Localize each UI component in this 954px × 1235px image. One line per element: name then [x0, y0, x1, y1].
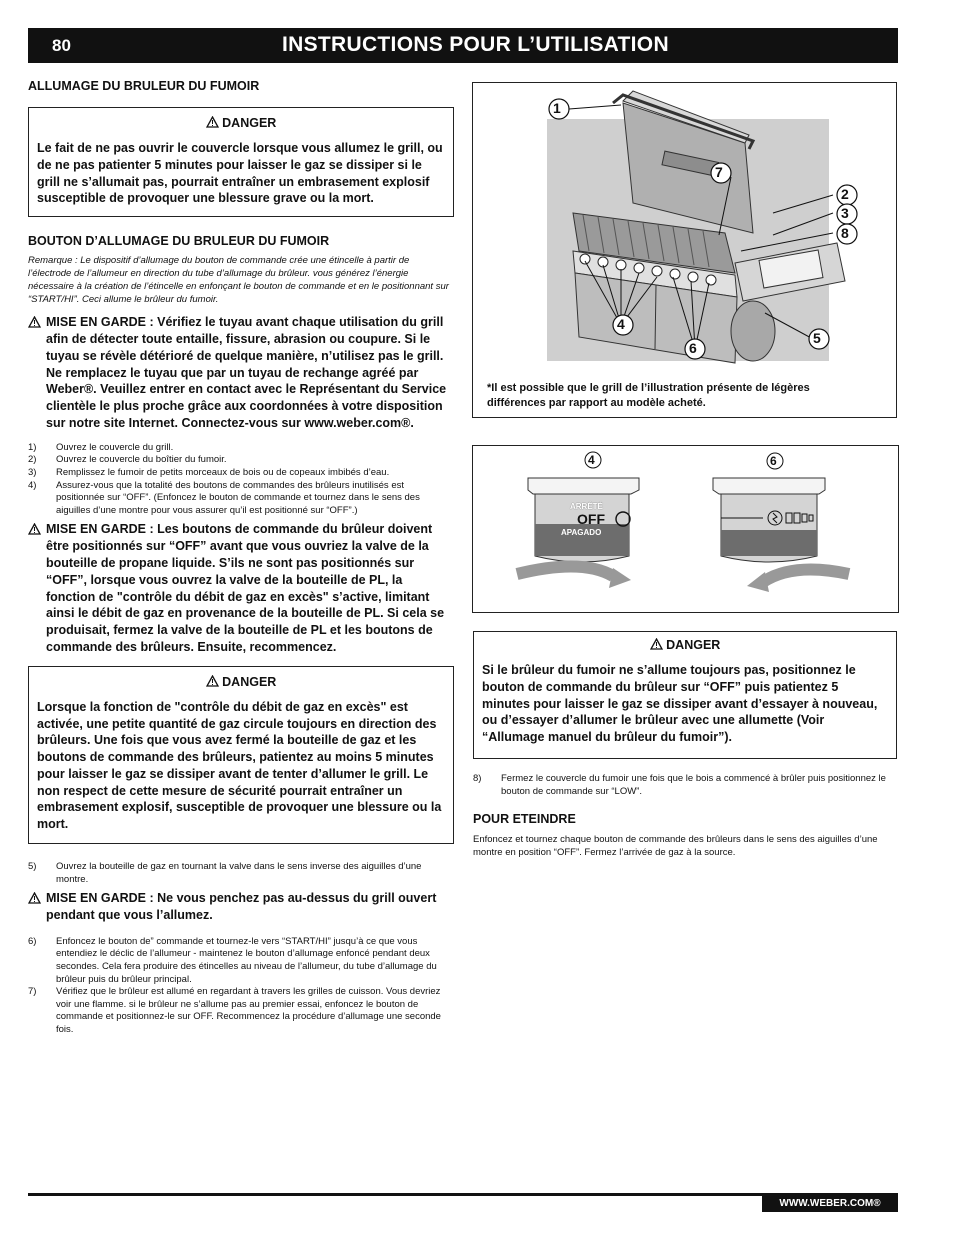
danger-text: Le fait de ne pas ouvrir le couvercle lorsque vous allumez le grill, ou de ne pas patienter 5 minutes pour laisser le gaz se dissiper si le grill ne s’allumait pas, pourrait entraîner un embrasement explosif susceptible de provoquer une blessure grave ou la mort. — [37, 141, 443, 206]
left-column — [28, 79, 454, 1037]
step-number: 5) — [28, 861, 37, 873]
step-number: 8) — [473, 772, 482, 784]
step-number: 2) — [28, 454, 37, 466]
warning-triangle-icon — [206, 675, 219, 687]
list-item — [28, 986, 454, 1036]
remark-text: Remarque : Le dispositif d’allumage du bouton de commande crée une étincelle à partir de l’électrode de l’allumeur en direction du tube d’allumage du brûleur. vous générez l’énergie nécessaire à la création de l’étincelle en enfonçant le bouton de commande et en le positionnant sur “START/HI”. Ceci allume le brûleur du fumoir. — [28, 255, 449, 306]
callout-label: 6 — [689, 340, 697, 356]
warning-triangle-icon — [650, 638, 663, 650]
step-number: 3) — [28, 466, 37, 478]
knob-text-bottom: APAGADO — [561, 528, 602, 537]
section-text-eteindre: Enfoncez et tournez chaque bouton de commande des brûleurs dans le sens des aiguilles d’une montre en position “OFF”. Fermez l’arrivée de gaz à la source. — [473, 834, 878, 858]
page-header — [28, 28, 898, 63]
list-item — [28, 480, 454, 518]
list-item — [28, 442, 454, 455]
caution-text: MISE EN GARDE : Les boutons de commande du brûleur doivent être positionnés sur “OFF” avant que vous ouvriez la valve de la bouteille de propane liquide. S’ils ne sont pas positionnés sur “OFF”, lorsque vous ouvrez la valve de la bouteille de PL, la fonction de "contrôle du débit de gaz en excès" s’active, limitant ainsi le débit de gaz en provenance de la bouteille de PL. Si cela se produisait, fermez la valve de la bouteille de PL et les boutons de commande des brûleurs. Ensuite, recommencez. — [46, 522, 445, 654]
section-title-eteindre: POUR ETEINDRE — [473, 812, 576, 827]
knob-label-left: 4 — [588, 453, 595, 467]
list-item — [28, 467, 454, 480]
danger-label: DANGER — [666, 638, 721, 652]
danger-heading — [37, 675, 445, 689]
steps-list-c — [28, 936, 454, 1037]
step-text: Ouvrez la bouteille de gaz en tournant la valve dans le sens inverse des aiguilles d’une montre. — [56, 861, 422, 885]
callout-label: 2 — [841, 186, 849, 202]
step-number: 7) — [28, 986, 37, 998]
callout-label: 8 — [841, 225, 849, 241]
steps-list-b — [28, 861, 454, 886]
warning-triangle-icon — [28, 316, 41, 328]
step-text: Ouvrez le couvercle du boîtier du fumoir. — [56, 454, 227, 466]
danger-text: Si le brûleur du fumoir ne s’allume toujours pas, positionnez le bouton de commande du brûleur sur “OFF” puis patientez 5 minutes pour laisser le gaz se dissiper avant d’essayer à nouveau, ou d’essayer d’allumer le brûleur avec une allumette (Voir “Allumage manuel du brûleur du fumoir”). — [482, 663, 878, 745]
callout-label: 5 — [813, 330, 821, 346]
figure-caption: *Il est possible que le grill de l’illustration présente de légères différences par rapport au modèle acheté. — [487, 382, 810, 409]
page-number: 80 — [52, 36, 71, 55]
caution-hose — [28, 314, 454, 432]
danger-box-2 — [28, 666, 454, 844]
step-text: Remplissez le fumoir de petits morceaux de bois ou de copeaux imbibés d’eau. — [56, 466, 390, 478]
callout-label: 4 — [617, 316, 625, 332]
list-item — [28, 454, 454, 467]
knob-label-right: 6 — [770, 454, 777, 468]
callout-label: 7 — [715, 164, 723, 180]
caution-text: MISE EN GARDE : Ne vous penchez pas au-dessus du grill ouvert pendant que vous l’allumez. — [46, 891, 437, 923]
steps-list-d — [473, 773, 897, 798]
list-item — [28, 861, 454, 886]
danger-box-3 — [473, 631, 897, 759]
list-item — [473, 773, 897, 798]
footer-url: WWW.WEBER.COM® — [762, 1196, 898, 1212]
section-title-bouton: BOUTON D’ALLUMAGE DU BRULEUR DU FUMOIR — [28, 234, 330, 249]
danger-text: Lorsque la fonction de "contrôle du débit de gaz en excès" est activée, une petite quantité de gaz circule toujours en direction des brûleurs. Une fois que vous avez fermé la bouteille de gaz et les boutons de commande des brûleurs, patientez au moins 5 minutes pour laisser le gaz se dissiper avant de tenter d’allumer le grill. Le non respect de cette mesure de sécurité pourrait entraîner un embrasement explosif, susceptible de provoquer une blessure ou la mort. — [37, 699, 442, 832]
danger-label: DANGER — [222, 116, 277, 130]
grill-illustration — [473, 83, 896, 383]
callout-label: 3 — [841, 205, 849, 221]
danger-box-1 — [28, 107, 454, 217]
caution-knobs — [28, 521, 454, 655]
step-number: 4) — [28, 479, 37, 491]
right-column-lower — [473, 631, 897, 859]
steps-list-a — [28, 442, 454, 518]
caution-lean — [28, 890, 454, 924]
knob-illustration — [473, 446, 898, 612]
danger-heading — [482, 638, 888, 652]
step-number: 1) — [28, 441, 37, 453]
warning-triangle-icon — [28, 523, 41, 535]
section-title-allumage: ALLUMAGE DU BRULEUR DU FUMOIR — [28, 79, 260, 93]
list-item — [28, 936, 454, 986]
knob-text-off: OFF — [577, 511, 605, 527]
warning-triangle-icon — [28, 892, 41, 904]
step-text: Ouvrez le couvercle du grill. — [56, 441, 174, 453]
callout-label: 1 — [553, 100, 561, 116]
step-text: Fermez le couvercle du fumoir une fois que le bois a commencé à brûler puis positionnez le bouton de commande sur “LOW”. — [501, 772, 886, 797]
knob-text-top: ARRÊTÉ — [570, 502, 603, 511]
warning-triangle-icon — [206, 116, 219, 128]
page-title: INSTRUCTIONS POUR L’UTILISATION — [282, 33, 669, 56]
caution-text: MISE EN GARDE : Vérifiez le tuyau avant chaque utilisation du grill afin de détecter toute entaille, fissure, abrasion ou coupure. Si le tuyau se révèle détérioré de quelque manière, n’utilisez pas le grill. Ne remplacez le tuyau que par un tuyau de rechange agréé par Weber®. Veuillez entrer en contact avec le Représentant du Service clientèle le plus proche grâce aux coordonnées à votre disposition sur notre site Internet. Connectez-vous sur www.weber.com®. — [46, 315, 447, 430]
knob-figure — [472, 445, 899, 613]
grill-figure — [472, 82, 897, 418]
step-text: Enfoncez le bouton de” commande et tournez-le vers “START/HI” jusqu’à ce que vous entendiez le déclic de l’allumeur - maintenez le bouton d’allumage enfoncé pendant deux secondes. Cela fera produire des étincelles au niveau de l’allumeur, du tube d’allumage du brûleur puis du brûleur principal. — [56, 935, 437, 985]
danger-heading — [37, 116, 445, 130]
step-text: Vérifiez que le brûleur est allumé en regardant à travers les grilles de cuisson. Vous devriez voir une flamme. si le brûleur ne s’allume pas au premier essai, enfoncez le bouton de commande et positionnez-le sur OFF. Recommencez la procédure d’allumage une seconde fois. — [56, 986, 441, 1036]
danger-label: DANGER — [222, 674, 277, 689]
step-number: 6) — [28, 935, 37, 947]
step-text: Assurez-vous que la totalité des boutons de commandes des brûleurs inutilisés est positionnée sur “OFF”. (Enfoncez le bouton de commande et tournez dans le sens des aiguilles d’une montre pour vous assurer qu’il est positionné sur “OFF”.) — [56, 479, 420, 516]
